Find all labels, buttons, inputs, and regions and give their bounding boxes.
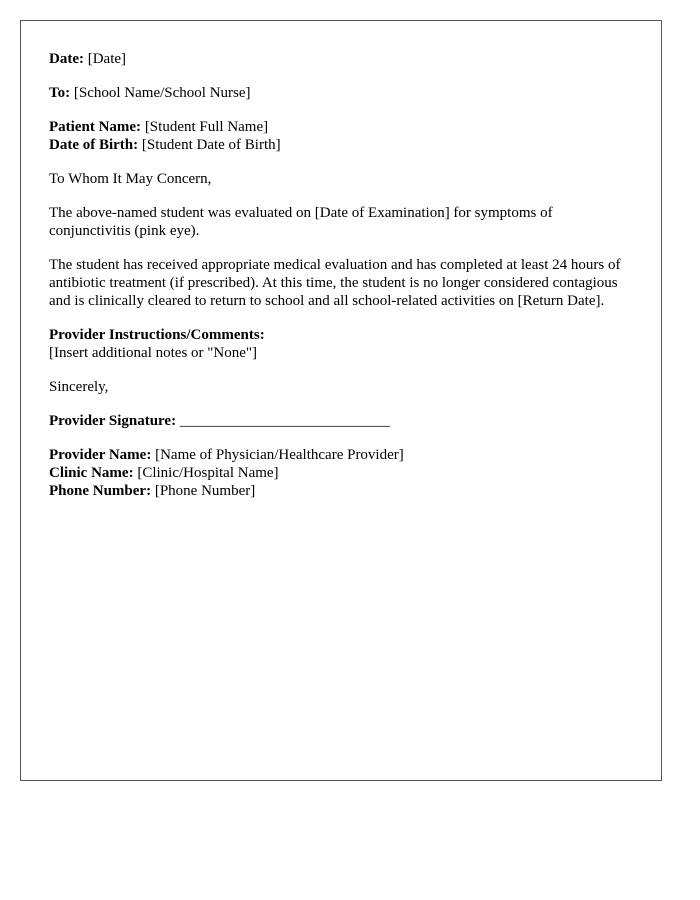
patient-name-line xyxy=(49,118,633,136)
to-label: To: xyxy=(49,85,71,101)
instructions-value: [Insert additional notes or "None"] xyxy=(49,345,258,361)
dob-value: [Student Date of Birth] xyxy=(141,137,281,153)
date-value: [Date] xyxy=(87,51,127,67)
letter-page xyxy=(20,20,662,781)
instructions-label: Provider Instructions/Comments: xyxy=(49,327,265,343)
signature-blank: ____________________________ xyxy=(179,413,390,429)
clinic-name-line xyxy=(49,464,633,482)
phone-value: [Phone Number] xyxy=(154,483,256,499)
to-value: [School Name/School Nurse] xyxy=(73,85,251,101)
body-paragraph-1: The above-named student was evaluated on [Date of Examination] for symptoms of conjunctivitis (pink eye). xyxy=(49,205,553,239)
dob-line xyxy=(49,136,633,154)
provider-info-block xyxy=(49,446,633,500)
date-label: Date: xyxy=(49,51,84,67)
clinic-name-value: [Clinic/Hospital Name] xyxy=(137,465,279,481)
phone-line xyxy=(49,482,633,500)
salutation: To Whom It May Concern, xyxy=(49,171,212,187)
body-paragraph-2: The student has received appropriate medical evaluation and has completed at least 24 hours of antibiotic treatment (if prescribed). At this time, the student is no longer considered contagious and is clinically cleared to return to school and all school-related activities on [Return Date]. xyxy=(49,257,621,309)
patient-name-label: Patient Name: xyxy=(49,119,142,135)
provider-name-line xyxy=(49,446,633,464)
provider-name-label: Provider Name: xyxy=(49,447,152,463)
closing: Sincerely, xyxy=(49,379,109,395)
signature-label: Provider Signature: xyxy=(49,413,177,429)
phone-label: Phone Number: xyxy=(49,483,152,499)
clinic-name-label: Clinic Name: xyxy=(49,465,134,481)
date-line xyxy=(49,50,633,68)
dob-label: Date of Birth: xyxy=(49,137,139,153)
provider-name-value: [Name of Physician/Healthcare Provider] xyxy=(155,447,404,463)
recipient-line xyxy=(49,84,633,102)
patient-info-block xyxy=(49,118,633,154)
instructions-block xyxy=(49,326,633,362)
patient-name-value: [Student Full Name] xyxy=(144,119,269,135)
signature-line xyxy=(49,412,633,430)
